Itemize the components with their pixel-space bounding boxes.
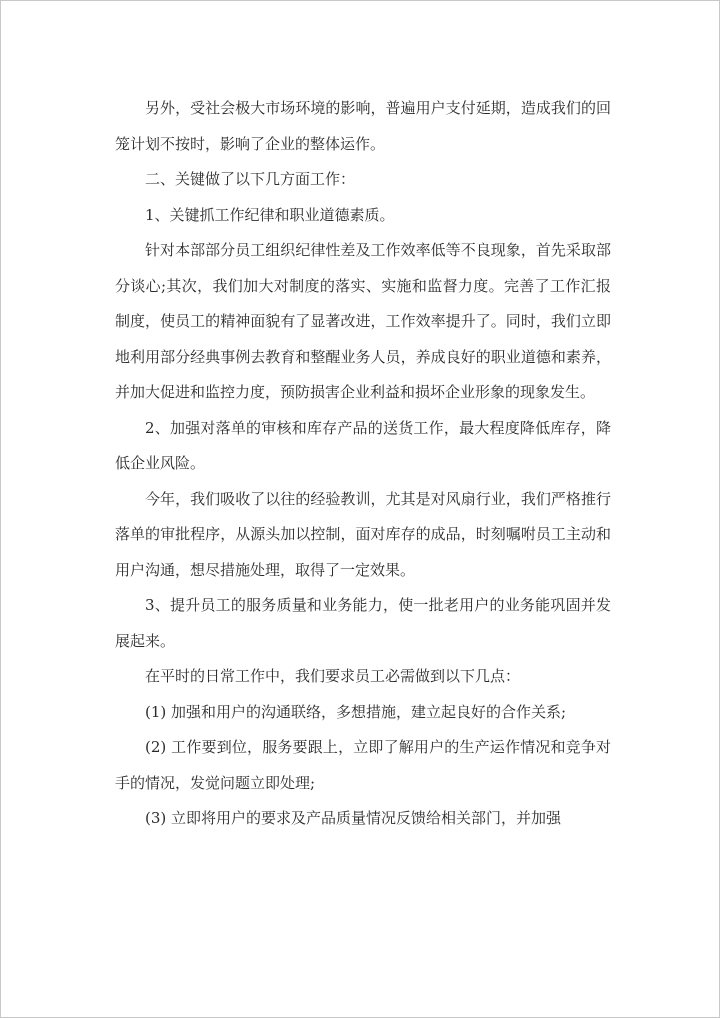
section-heading-key-work: 二、关键做了以下几方面工作： [145, 170, 356, 188]
paragraph-discipline-measures: 针对本部部分员工组织纪律性差及工作效率低等不良现象，首先采取部分谈心;其次，我们加大对制度的落实、实施和监督力度。完善了工作汇报制度，使员工的精神面貌有了显著改进，工作效率提升了。同时，我们立即地利用部分经典事例去教育和整醒业务人员，养成良好的职业道德和素养，并加大促进和监控力度，预防损害企业利益和损坏企业形象的现象发生。 [115, 241, 611, 401]
list-item-1: (1) 加强和用户的沟通联络，多想措施，建立起良好的合作关系; [145, 702, 567, 721]
item-heading-service-quality: 3、提升员工的服务质量和业务能力，使一批老用户的业务能巩固并发展起来。 [115, 596, 611, 650]
item-heading-discipline: 1、关键抓工作纪律和职业道德素质。 [145, 205, 395, 224]
paragraph-inventory-measures: 今年，我们吸收了以往的经验教训，尤其是对风扇行业，我们严格推行落单的审批程序，从源头加以控制，面对库存的成品，时刻嘱咐员工主动和用户沟通，想尽措施处理，取得了一定效果。 [115, 489, 611, 579]
paragraph-daily-requirements: 在平时的日常工作中，我们要求员工必需做到以下几点： [145, 667, 521, 685]
item-heading-inventory: 2、加强对落单的审核和库存产品的送货工作，最大程度降低库存，降低企业风险。 [115, 418, 611, 472]
document-body [115, 91, 611, 837]
list-item-2: (2) 工作要到位，服务要跟上，立即了解用户的生产运作情况和竞争对手的情况，发觉问题立即处理; [115, 738, 611, 792]
list-item-3: (3) 立即将用户的要求及产品质量情况反馈给相关部门，并加强 [145, 809, 562, 827]
paragraph-market-impact: 另外，受社会极大市场环境的影响，普遍用户支付延期，造成我们的回笼计划不按时，影响了企业的整体运作。 [115, 99, 611, 153]
